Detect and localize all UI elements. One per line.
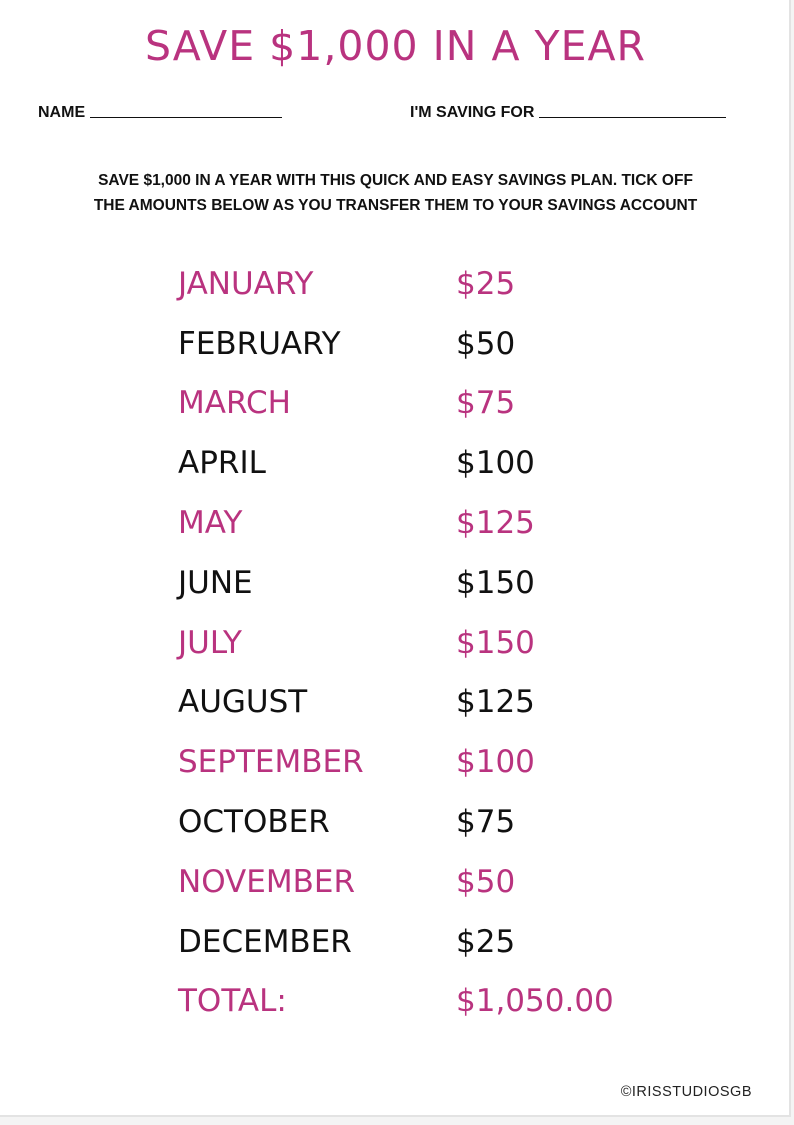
plan-row-june[interactable]	[178, 553, 658, 613]
copyright-footer: ©IRISSTUDIOSGB	[620, 1084, 752, 1100]
month-label: JUNE	[178, 564, 253, 601]
plan-row-february[interactable]	[178, 314, 658, 374]
total-amount: $1,050.00	[456, 983, 614, 1020]
month-label: APRIL	[178, 445, 266, 482]
plan-row-september[interactable]	[178, 732, 658, 792]
amount-value: $75	[456, 804, 516, 841]
name-line[interactable]	[90, 117, 282, 118]
amount-value: $25	[456, 265, 516, 302]
plan-row-august[interactable]	[178, 673, 658, 733]
total-label: TOTAL:	[178, 983, 287, 1020]
amount-value: $150	[456, 624, 535, 661]
plan-row-november[interactable]	[178, 852, 658, 912]
plan-row-march[interactable]	[178, 374, 658, 434]
month-label: OCTOBER	[178, 804, 330, 841]
plan-row-may[interactable]	[178, 493, 658, 553]
amount-value: $50	[456, 325, 516, 362]
month-label: MARCH	[178, 385, 291, 422]
savings-plan-list	[178, 254, 658, 1031]
month-label: NOVEMBER	[178, 863, 355, 900]
name-field[interactable]	[38, 104, 282, 122]
amount-value: $75	[456, 385, 516, 422]
amount-value: $150	[456, 564, 535, 601]
plan-row-december[interactable]	[178, 912, 658, 972]
plan-row-april[interactable]	[178, 433, 658, 493]
saving-for-line[interactable]	[539, 117, 726, 118]
amount-value: $25	[456, 923, 516, 960]
amount-value: $125	[456, 684, 535, 721]
plan-row-july[interactable]	[178, 613, 658, 673]
page-title: SAVE $1,000 IN A YEAR	[144, 22, 647, 70]
month-label: SEPTEMBER	[178, 744, 364, 781]
amount-value: $125	[456, 505, 535, 542]
intro-line-2: THE AMOUNTS BELOW AS YOU TRANSFER THEM TO YOUR SAVINGS ACCOUNT	[93, 197, 698, 214]
intro-text	[0, 168, 791, 218]
plan-row-october[interactable]	[178, 792, 658, 852]
amount-value: $50	[456, 863, 516, 900]
plan-row-january[interactable]	[178, 254, 658, 314]
month-label: JANUARY	[178, 265, 314, 302]
saving-for-field[interactable]	[410, 104, 726, 122]
intro-line-1: SAVE $1,000 IN A YEAR WITH THIS QUICK AND EASY SAVINGS PLAN. TICK OFF	[98, 172, 693, 189]
month-label: AUGUST	[178, 684, 308, 721]
month-label: FEBRUARY	[178, 325, 341, 362]
month-label: JULY	[178, 624, 242, 661]
saving-for-label: I'M SAVING FOR	[410, 104, 535, 121]
total-row	[178, 972, 658, 1032]
month-label: MAY	[178, 505, 243, 542]
amount-value: $100	[456, 445, 535, 482]
amount-value: $100	[456, 744, 535, 781]
month-label: DECEMBER	[178, 923, 352, 960]
name-label: NAME	[38, 104, 86, 121]
